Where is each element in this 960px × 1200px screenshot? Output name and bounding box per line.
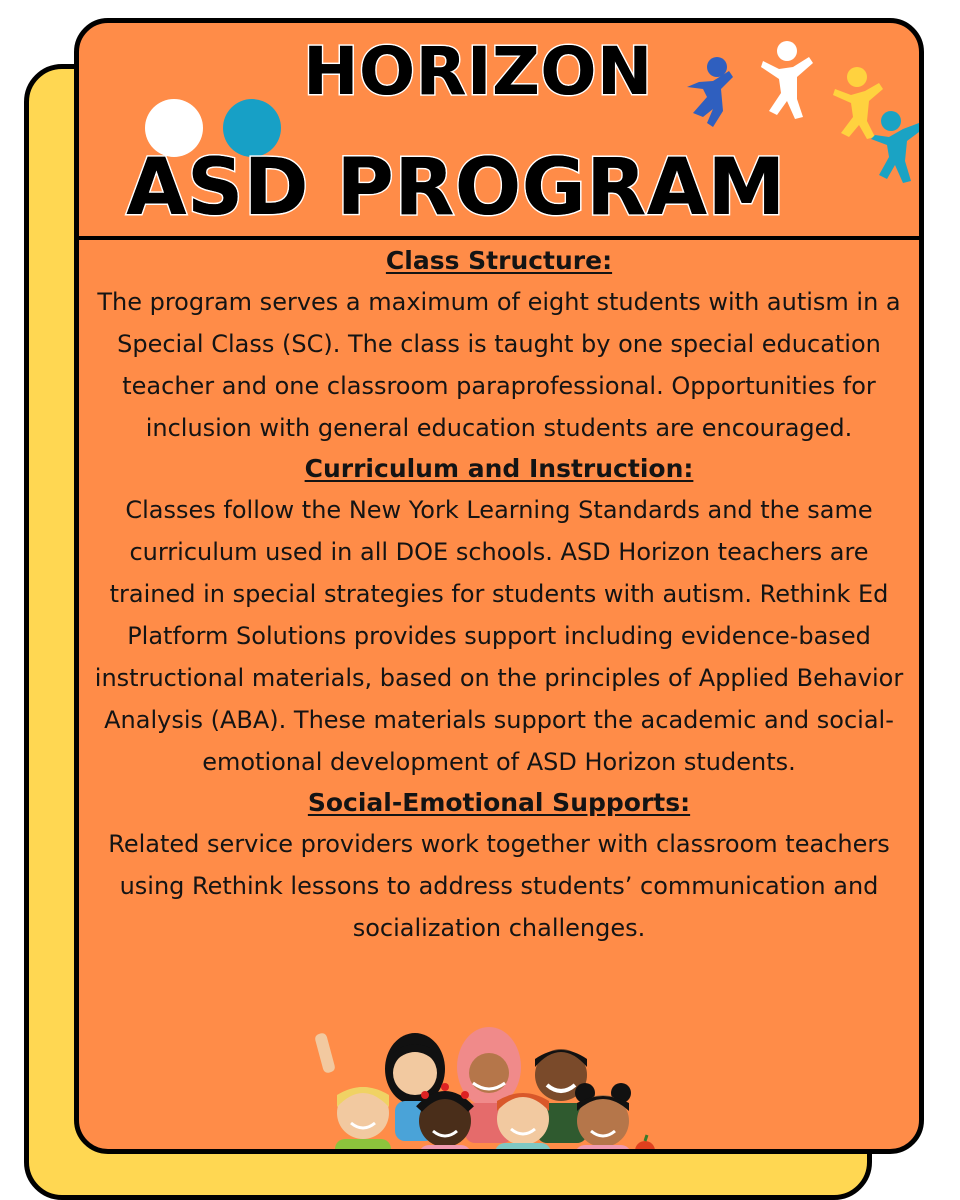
section-body-curriculum: Classes follow the New York Learning Standards and the same curriculum used in all DOE schools. ASD Horizon teachers are trained in special strategies for students with autism. Rethink Ed Platform Solutions provides support including evidence-based instructional materials, based on the principles of Applied Behavior Analysis (ABA). These materials support the academic and social-emotional development of ASD Horizon students.: [94, 496, 904, 776]
kids-jumping-icon: [679, 37, 924, 197]
white-kid-figure: [761, 41, 813, 119]
group-of-children-illustration: [299, 1023, 699, 1154]
blue-kid-figure: [687, 57, 733, 127]
flyer-content: [79, 245, 919, 953]
child-girl-buns: [575, 1083, 655, 1154]
flyer-header: [79, 23, 919, 239]
child-boy-red-hair: [495, 1093, 551, 1154]
child-girl-blonde-waving: [314, 1032, 391, 1154]
section-heading-social-emotional: Social-Emotional Supports:: [307, 788, 691, 817]
section-body-class-structure: The program serves a maximum of eight students with autism in a Special Class (SC). The class is taught by one special education teacher and one classroom paraprofessional. Opportunities for inclusion with general education students are encouraged.: [97, 288, 901, 442]
title-line-1: HORIZON: [303, 33, 653, 110]
section-heading-curriculum: Curriculum and Instruction:: [304, 454, 694, 483]
teal-kid-figure: [871, 111, 923, 183]
title-line-2: ASD PROGRAM: [126, 143, 786, 233]
child-girl-braids: [419, 1083, 471, 1154]
flyer-card: [74, 18, 924, 1154]
section-body-social-emotional: Related service providers work together with classroom teachers using Rethink lessons to address students’ communication and socialization challenges.: [108, 830, 890, 942]
header-divider: [79, 236, 919, 240]
section-heading-class-structure: Class Structure:: [385, 246, 613, 275]
yellow-kid-figure: [833, 67, 883, 139]
